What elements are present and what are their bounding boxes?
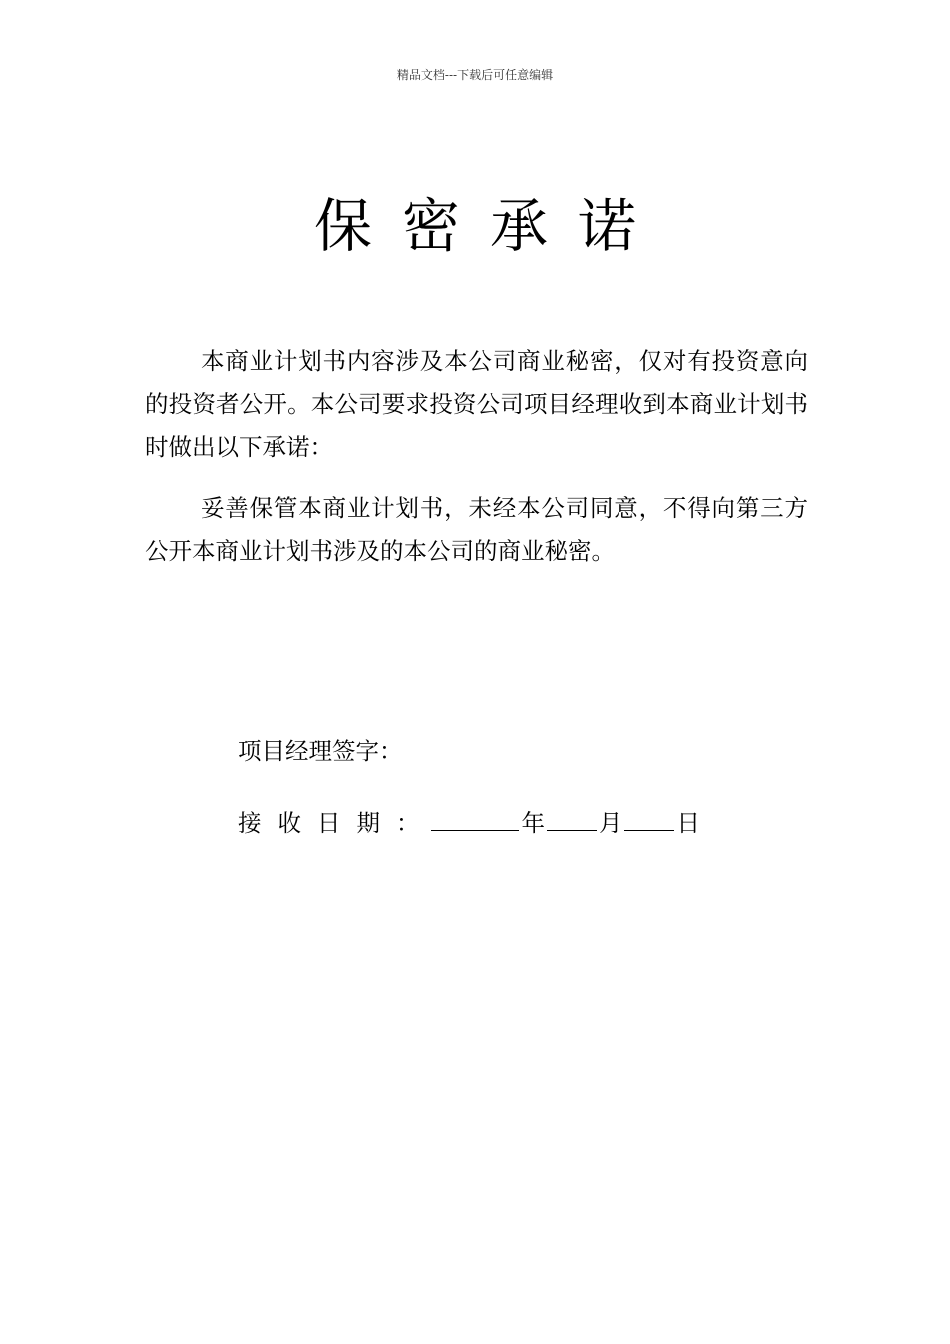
year-blank	[431, 806, 519, 831]
receipt-date-label: 接收日期	[238, 809, 396, 837]
day-unit: 日	[676, 809, 700, 837]
paragraph-confidentiality-scope: 本商业计划书内容涉及本公司商业秘密，仅对有投资意向的投资者公开。本公司要求投资公司项目经理收到本商业计划书时做出以下承诺：	[145, 347, 808, 461]
month-blank	[547, 806, 597, 831]
paragraph-commitment: 妥善保管本商业计划书，未经本公司同意，不得向第三方公开本商业计划书涉及的本公司的商业秘密。	[145, 494, 808, 565]
day-blank	[624, 806, 674, 831]
manager-signature-label: 项目经理签字：	[238, 737, 403, 765]
document-title: 保密承诺	[313, 192, 666, 260]
receipt-date-line	[238, 806, 700, 839]
receipt-date-colon: ：	[396, 809, 420, 837]
year-unit: 年	[521, 809, 545, 837]
page-header-watermark: 精品文档---下载后可任意编辑	[396, 68, 554, 82]
month-unit: 月	[598, 809, 623, 837]
